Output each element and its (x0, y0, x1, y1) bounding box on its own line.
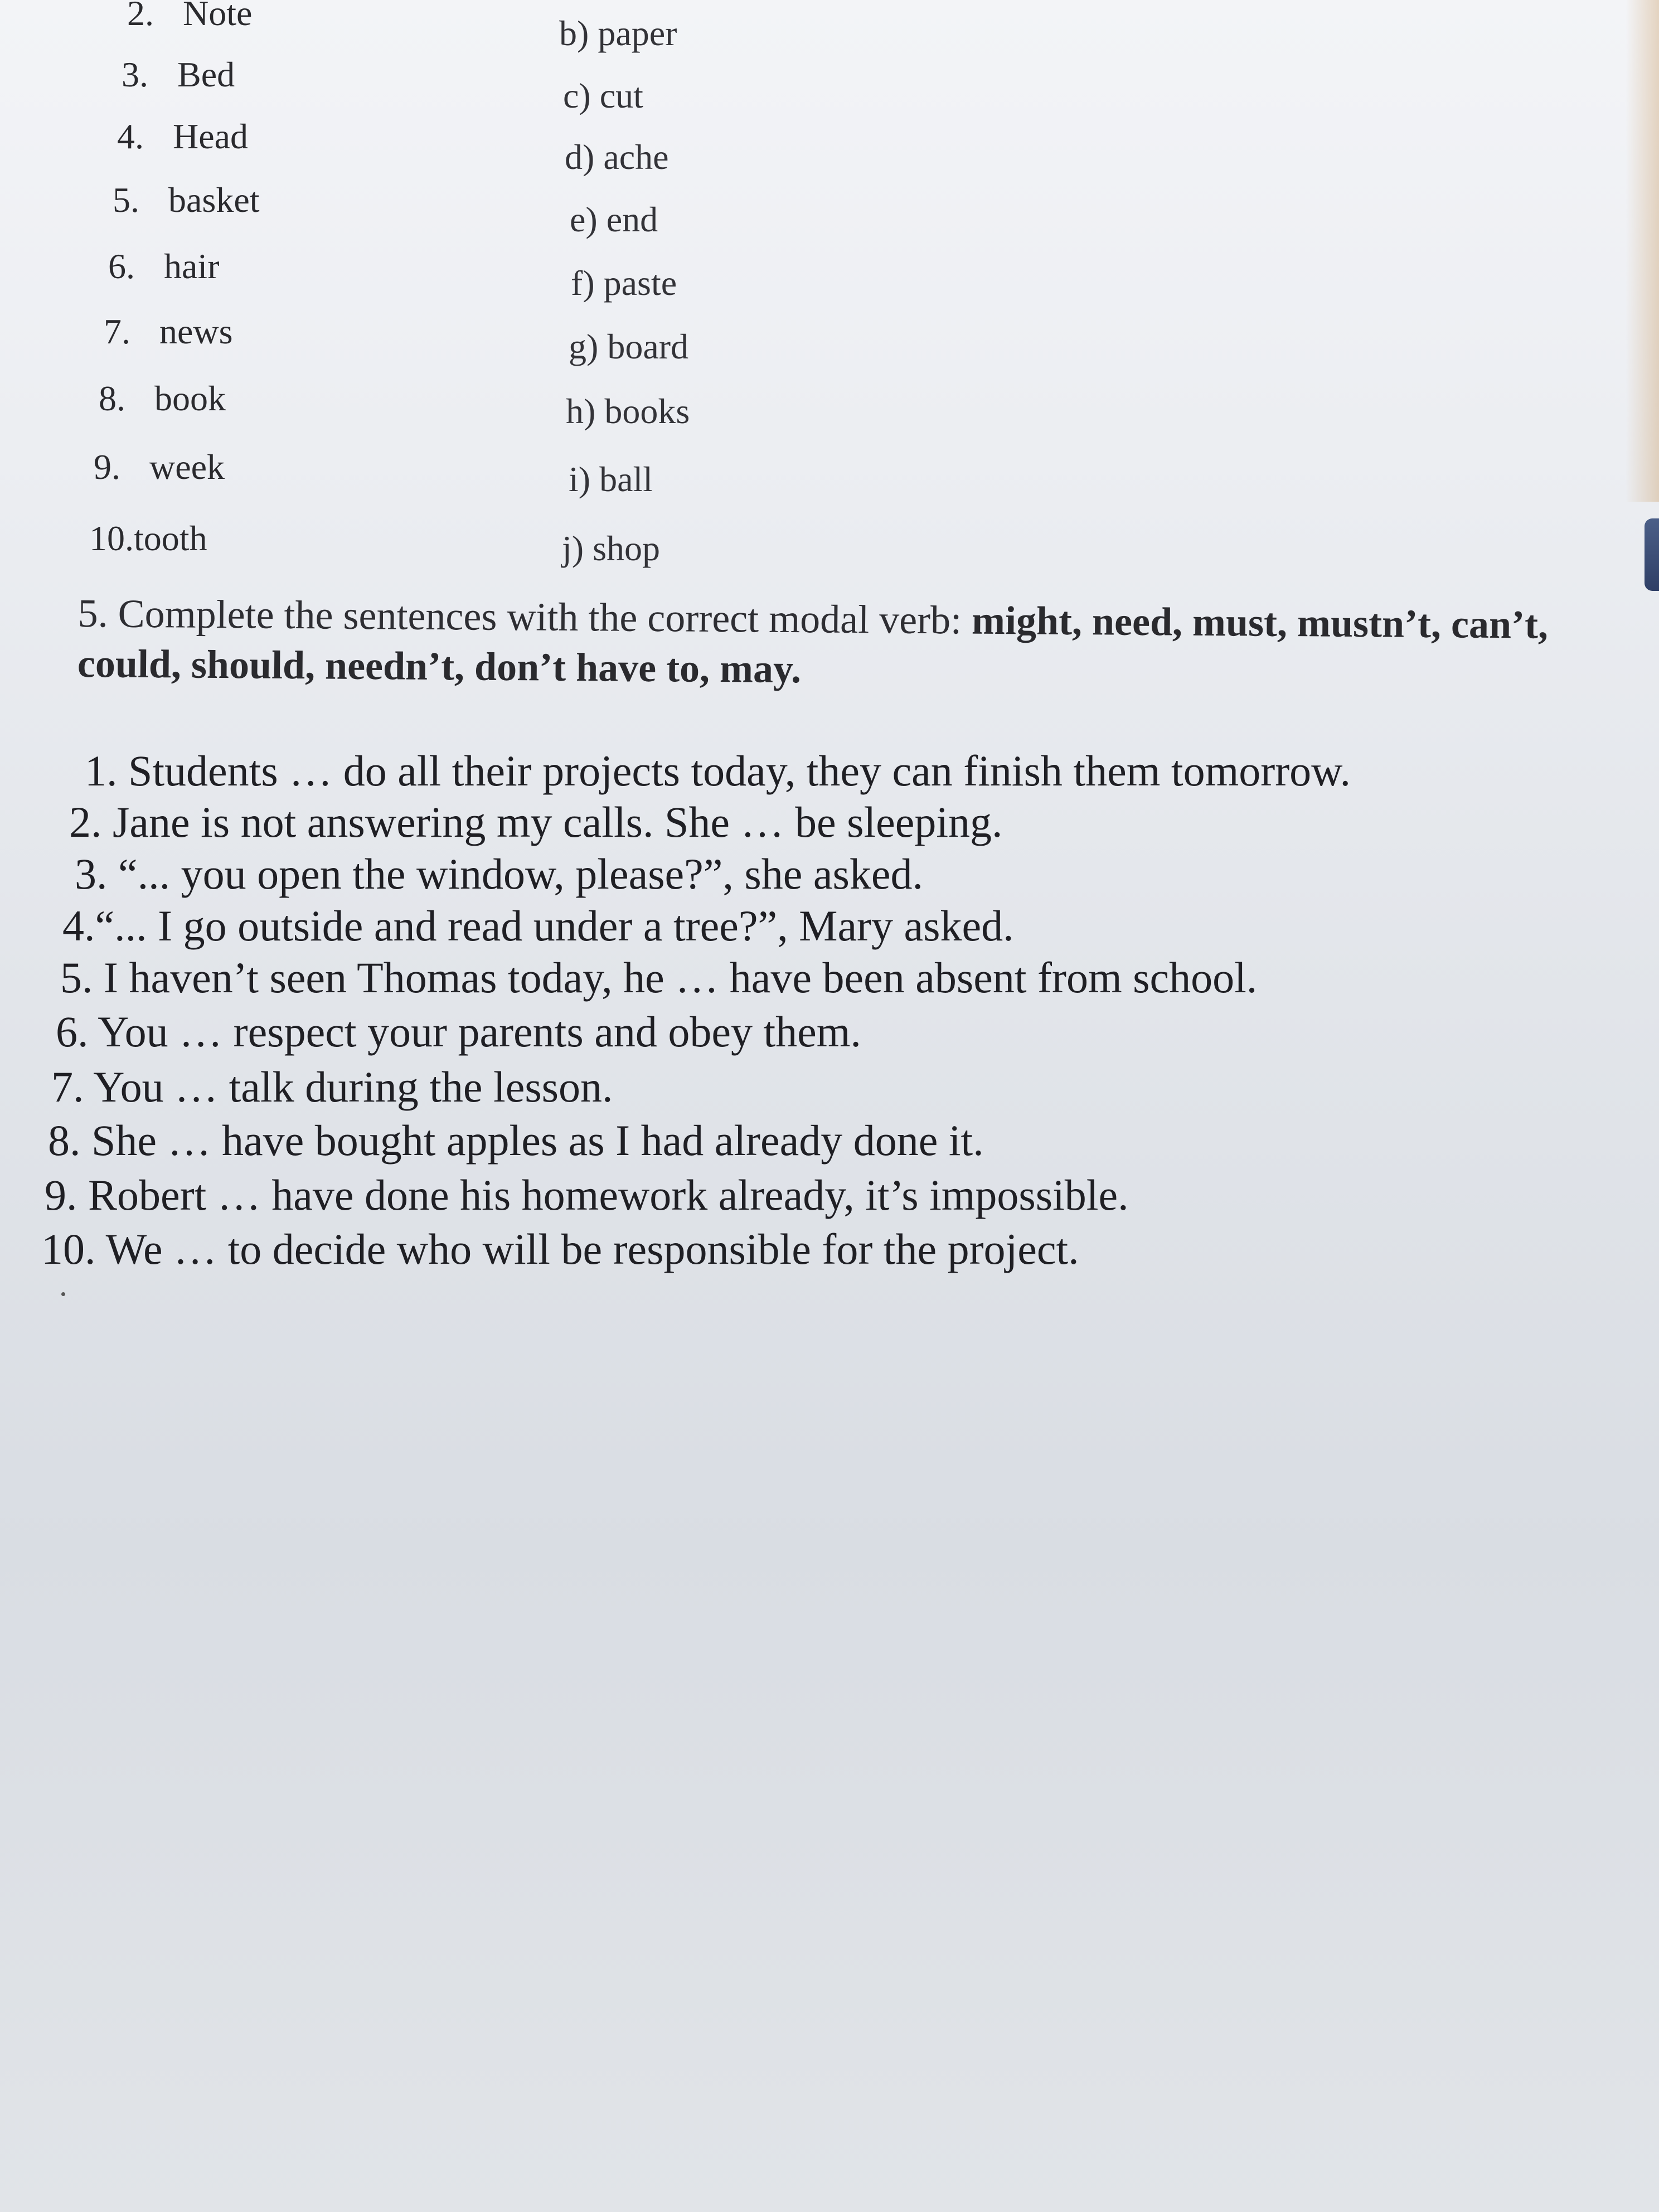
sentence-item: 7. You … talk during the lesson. (51, 1063, 613, 1111)
matching-right-item: c) cut (563, 76, 643, 115)
matching-right-item: d) ache (565, 137, 669, 177)
sentence-item: 4.“... I go outside and read under a tree?”, Mary asked. (62, 901, 1014, 950)
binder-clip (1645, 518, 1659, 591)
sentence-item: 5. I haven’t seen Thomas today, he … have been absent from school. (60, 953, 1258, 1002)
item-word: basket (168, 180, 260, 220)
item-number: 5. (113, 180, 139, 220)
item-word: week (149, 447, 225, 487)
modal-verb-list: might, need, must, mustn’t, can’t, could, should, needn’t, don’t have to, may. (77, 598, 1549, 692)
matching-right-item: i) ball (569, 459, 653, 499)
matching-right-item: h) books (566, 391, 690, 431)
matching-left-item (127, 0, 252, 31)
sentence-item: 1. Students … do all their projects today, they can finish them tomorrow. (85, 746, 1351, 795)
matching-left-item (117, 119, 248, 154)
matching-left-item (104, 314, 233, 350)
item-number: 3. (122, 55, 148, 94)
sentence-item: 3. “... you open the window, please?”, she asked. (75, 850, 923, 898)
matching-right-item: j) shop (562, 528, 660, 568)
item-number: 4. (117, 117, 144, 156)
sentence-item: 2. Jane is not answering my calls. She … be sleeping. (69, 798, 1003, 846)
item-number: 8. (99, 379, 125, 418)
task5-heading (77, 588, 1617, 701)
task5-instruction: 5. Complete the sentences with the correct modal verb: (77, 590, 972, 643)
item-word: news (159, 312, 233, 351)
matching-left-item (99, 381, 226, 416)
matching-right-item: g) board (569, 327, 689, 366)
matching-left-item (94, 449, 225, 485)
item-word: Note (183, 0, 253, 33)
matching-left-item (122, 57, 235, 93)
ink-dot (61, 1292, 65, 1296)
sentence-item: 6. You … respect your parents and obey them. (56, 1007, 861, 1056)
matching-right-item: f) paste (571, 263, 677, 303)
item-number: 6. (108, 246, 135, 286)
item-number: 10. (89, 518, 134, 558)
page-edge-shadow (1626, 0, 1659, 502)
sentence-item: 8. She … have bought apples as I had already done it. (48, 1116, 984, 1165)
sentence-item: 9. Robert … have done his homework already, it’s impossible. (45, 1171, 1129, 1219)
item-word: book (154, 379, 226, 418)
matching-left-item (108, 246, 220, 286)
matching-right-item: b) paper (559, 13, 677, 53)
item-number: 9. (94, 447, 120, 487)
item-number: 7. (104, 312, 130, 351)
matching-left-item (113, 182, 260, 218)
sentence-item: 10. We … to decide who will be responsible for the project. (41, 1225, 1079, 1273)
item-word: tooth (134, 518, 207, 558)
item-number: 2. (127, 0, 154, 33)
matching-right-item: e) end (570, 200, 658, 239)
matching-left-item (89, 518, 207, 558)
item-word: Bed (177, 55, 235, 94)
item-word: hair (164, 246, 220, 286)
item-word: Head (173, 117, 249, 156)
